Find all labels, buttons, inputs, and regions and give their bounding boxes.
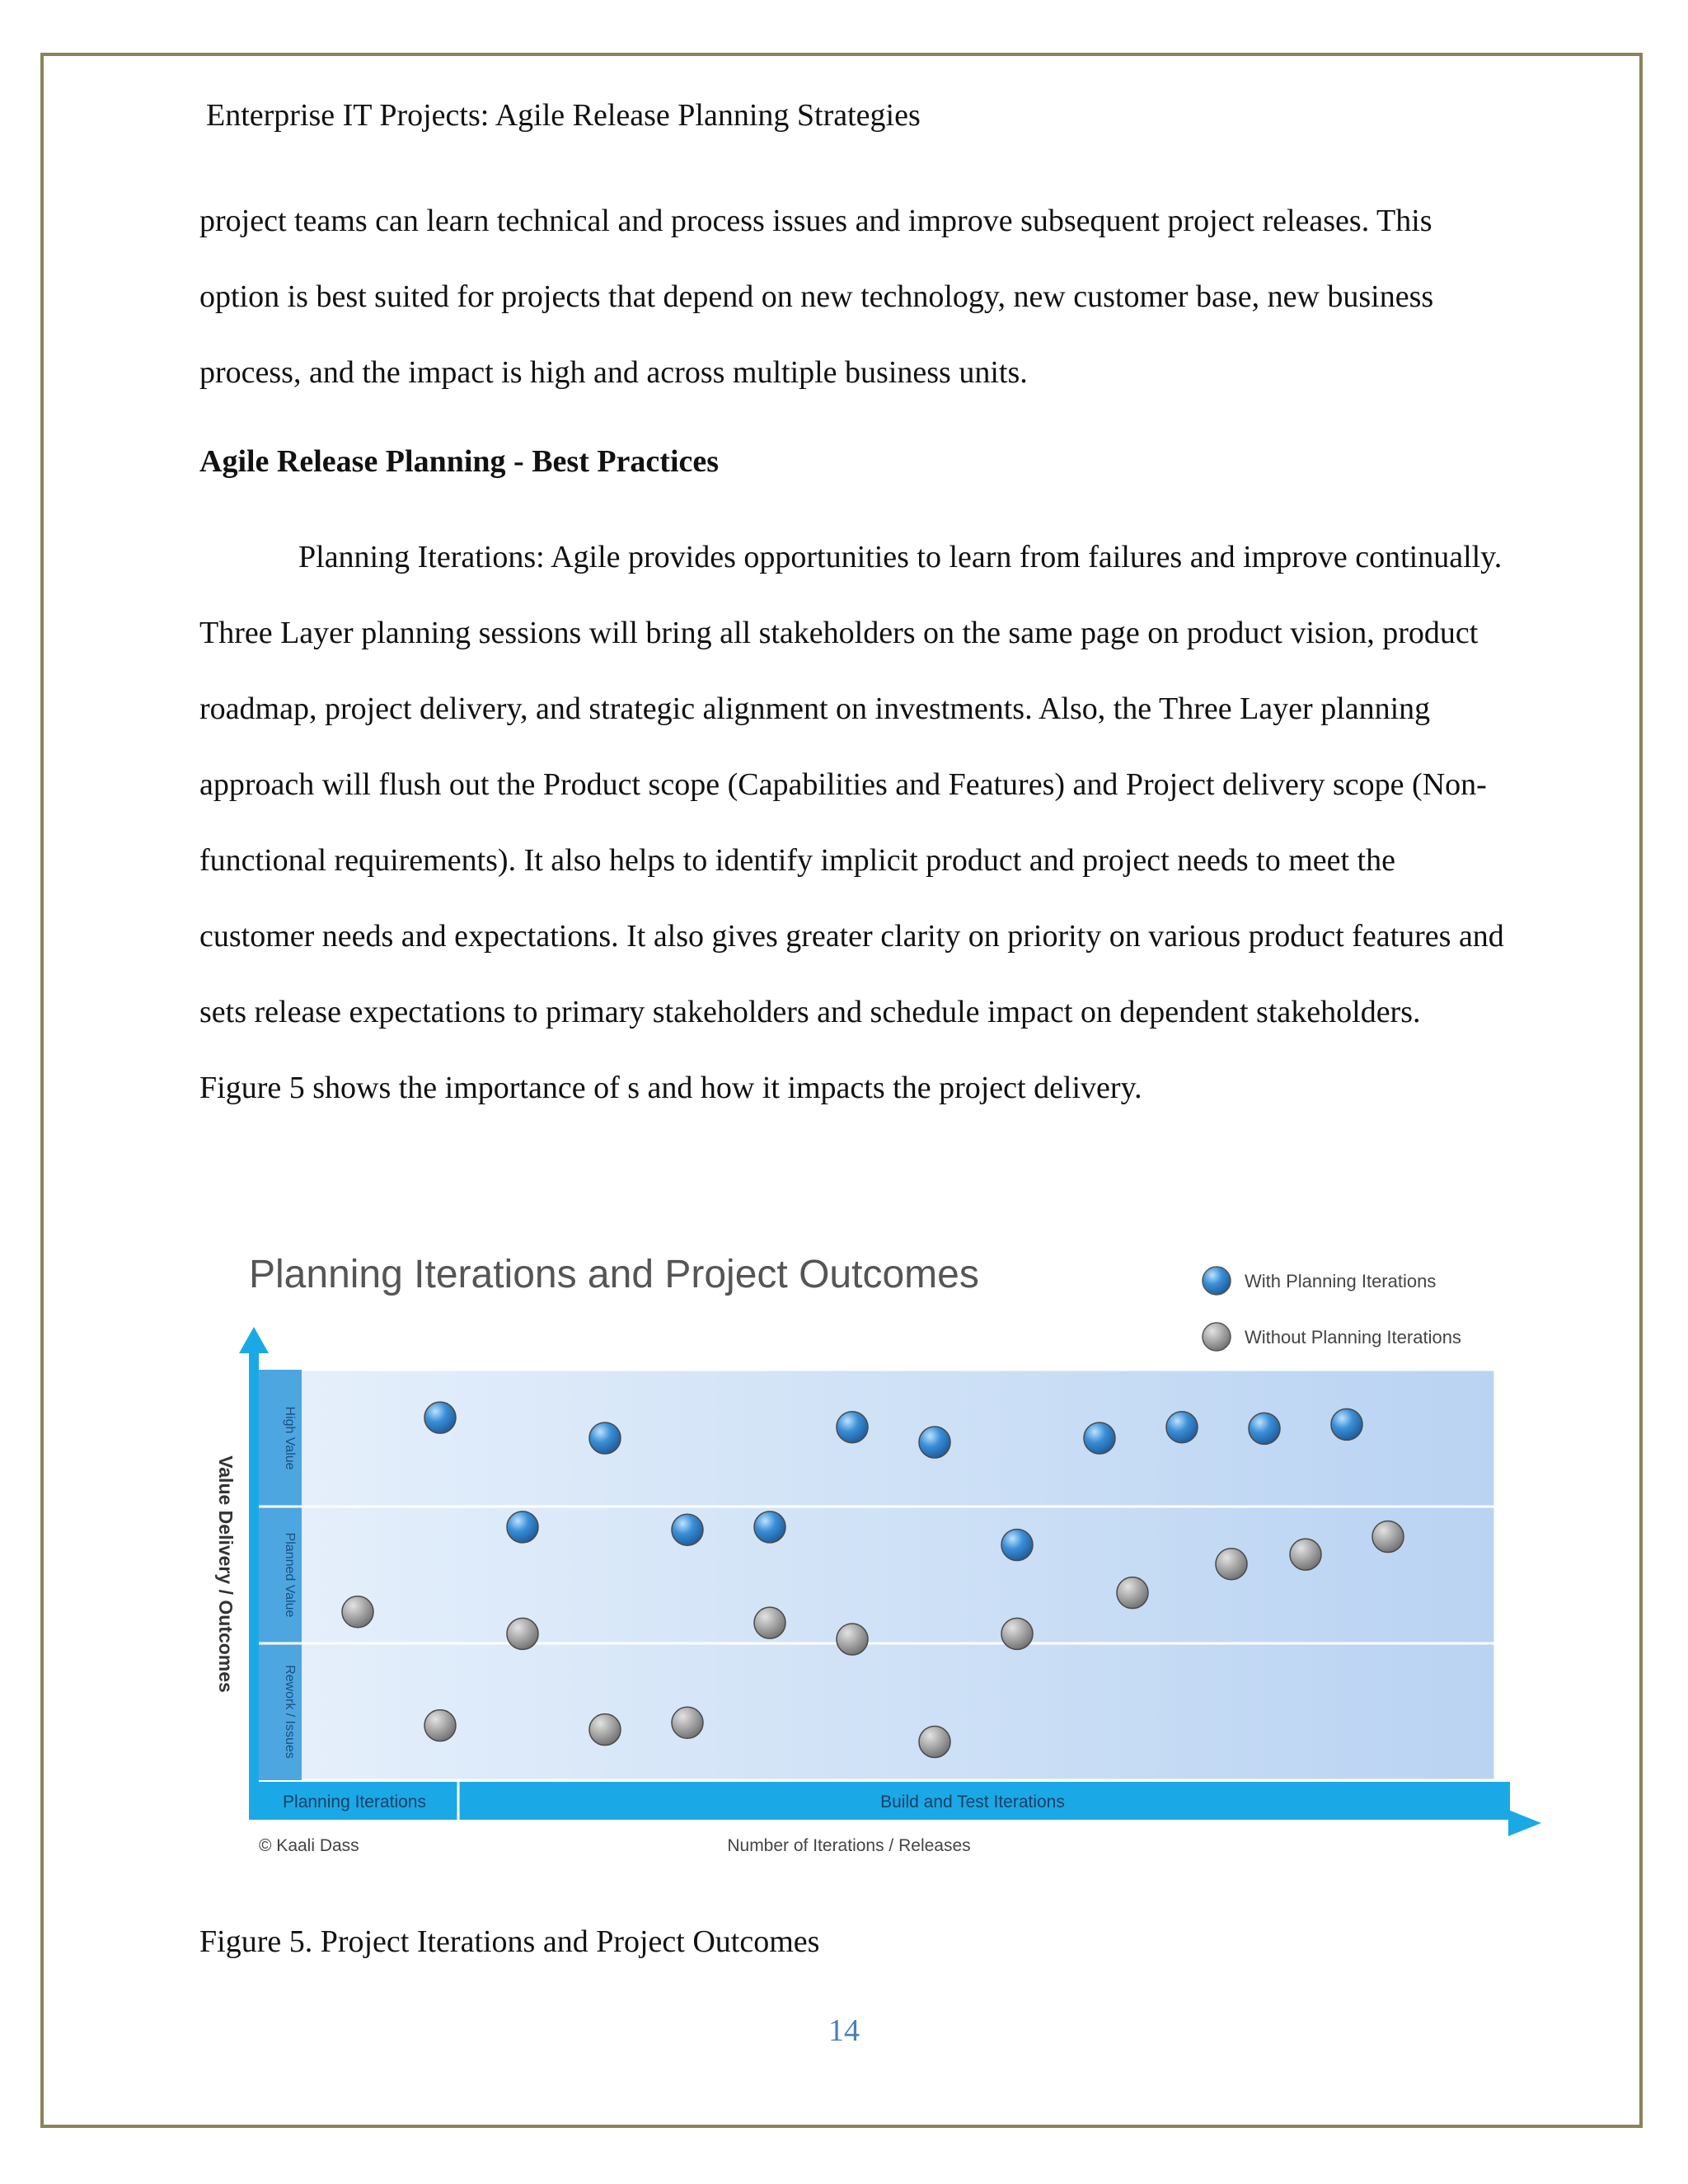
point-with-planning-1 bbox=[424, 1402, 456, 1433]
point-without-planning-6 bbox=[754, 1607, 785, 1638]
point-with-planning-6 bbox=[837, 1412, 868, 1443]
phase-label-build: Build and Test Iterations bbox=[880, 1793, 1065, 1811]
band-planned-value bbox=[259, 1507, 1495, 1643]
y-axis-label: Value Delivery / Outcomes bbox=[215, 1455, 237, 1693]
point-with-planning-5 bbox=[754, 1511, 785, 1543]
point-with-planning-2 bbox=[507, 1511, 538, 1543]
scatter-chart bbox=[198, 1244, 1566, 1871]
running-title: Enterprise IT Projects: Agile Release Planning Strategies bbox=[206, 98, 921, 133]
band-label-high: High Value bbox=[283, 1406, 297, 1470]
point-without-planning-5 bbox=[672, 1707, 703, 1738]
point-without-planning-10 bbox=[1117, 1577, 1148, 1609]
paragraph-2-text: Planning Iterations: Agile provides opportunities to learn from failures and improve continually. Three Layer planning sessions will bring all stakeholders on the same page on product vision, product roadmap, project delivery, and strategic alignment on investments. Also, the Three Layer planning approach will flush out the Product scope (Capabilities and Features) and Project delivery scope (Non-functional requirements). It also helps to identify implicit product and project needs to meet the customer needs and expectations. It also gives greater clarity on priority on various product features and sets release expectations to primary stakeholders and schedule impact on dependent stakeholders. Figure 5 shows the importance of s and how it impacts the project delivery. bbox=[199, 540, 1504, 1105]
legend bbox=[1203, 1267, 1461, 1351]
figure-caption: Figure 5. Project Iterations and Project Outcomes bbox=[199, 1924, 820, 1959]
legend-gray-marker bbox=[1203, 1323, 1231, 1351]
point-without-planning-13 bbox=[1372, 1521, 1404, 1553]
point-without-planning-9 bbox=[1001, 1618, 1033, 1649]
x-axis-bar bbox=[249, 1782, 1510, 1820]
point-without-planning-7 bbox=[837, 1624, 868, 1655]
point-without-planning-11 bbox=[1216, 1549, 1247, 1580]
legend-label-with: With Planning Iterations bbox=[1245, 1271, 1437, 1291]
point-without-planning-3 bbox=[507, 1618, 538, 1649]
point-without-planning-8 bbox=[919, 1727, 950, 1758]
y-axis-bar bbox=[249, 1352, 259, 1805]
point-with-planning-11 bbox=[1249, 1413, 1280, 1444]
x-axis-arrow bbox=[1508, 1810, 1541, 1836]
chart-title: Planning Iterations and Project Outcomes bbox=[249, 1253, 979, 1296]
point-with-planning-3 bbox=[589, 1422, 621, 1454]
point-with-planning-12 bbox=[1331, 1408, 1362, 1440]
legend-label-without: Without Planning Iterations bbox=[1245, 1327, 1461, 1347]
point-without-planning-12 bbox=[1290, 1539, 1321, 1570]
x-axis-label: Number of Iterations / Releases bbox=[727, 1836, 971, 1855]
paragraph-1: project teams can learn technical and process issues and improve subsequent project releases. This option is best suited for projects that depend on new technology, new customer base, new business process, and the impact is high and across multiple business units. bbox=[199, 204, 1434, 390]
point-with-planning-9 bbox=[1084, 1422, 1115, 1454]
point-with-planning-10 bbox=[1166, 1412, 1198, 1443]
point-with-planning-8 bbox=[1001, 1530, 1033, 1561]
y-axis-arrow bbox=[239, 1327, 269, 1353]
point-without-planning-1 bbox=[342, 1596, 373, 1628]
band-high-value bbox=[259, 1370, 1495, 1507]
band-label-rework: Rework / Issues bbox=[283, 1665, 297, 1759]
chart-credit: © Kaali Dass bbox=[259, 1836, 359, 1855]
point-with-planning-7 bbox=[919, 1427, 950, 1458]
point-with-planning-4 bbox=[672, 1514, 703, 1545]
phase-label-planning: Planning Iterations bbox=[283, 1793, 426, 1811]
section-heading: Agile Release Planning - Best Practices bbox=[199, 444, 720, 479]
page-number: 14 bbox=[828, 2013, 860, 2048]
legend-blue-marker bbox=[1203, 1267, 1231, 1295]
band-label-planned: Planned Value bbox=[283, 1532, 297, 1618]
paragraph-2 bbox=[199, 519, 1510, 1126]
figure-planning-iterations bbox=[198, 1244, 1566, 1871]
point-without-planning-2 bbox=[424, 1710, 456, 1741]
point-without-planning-4 bbox=[589, 1714, 621, 1746]
